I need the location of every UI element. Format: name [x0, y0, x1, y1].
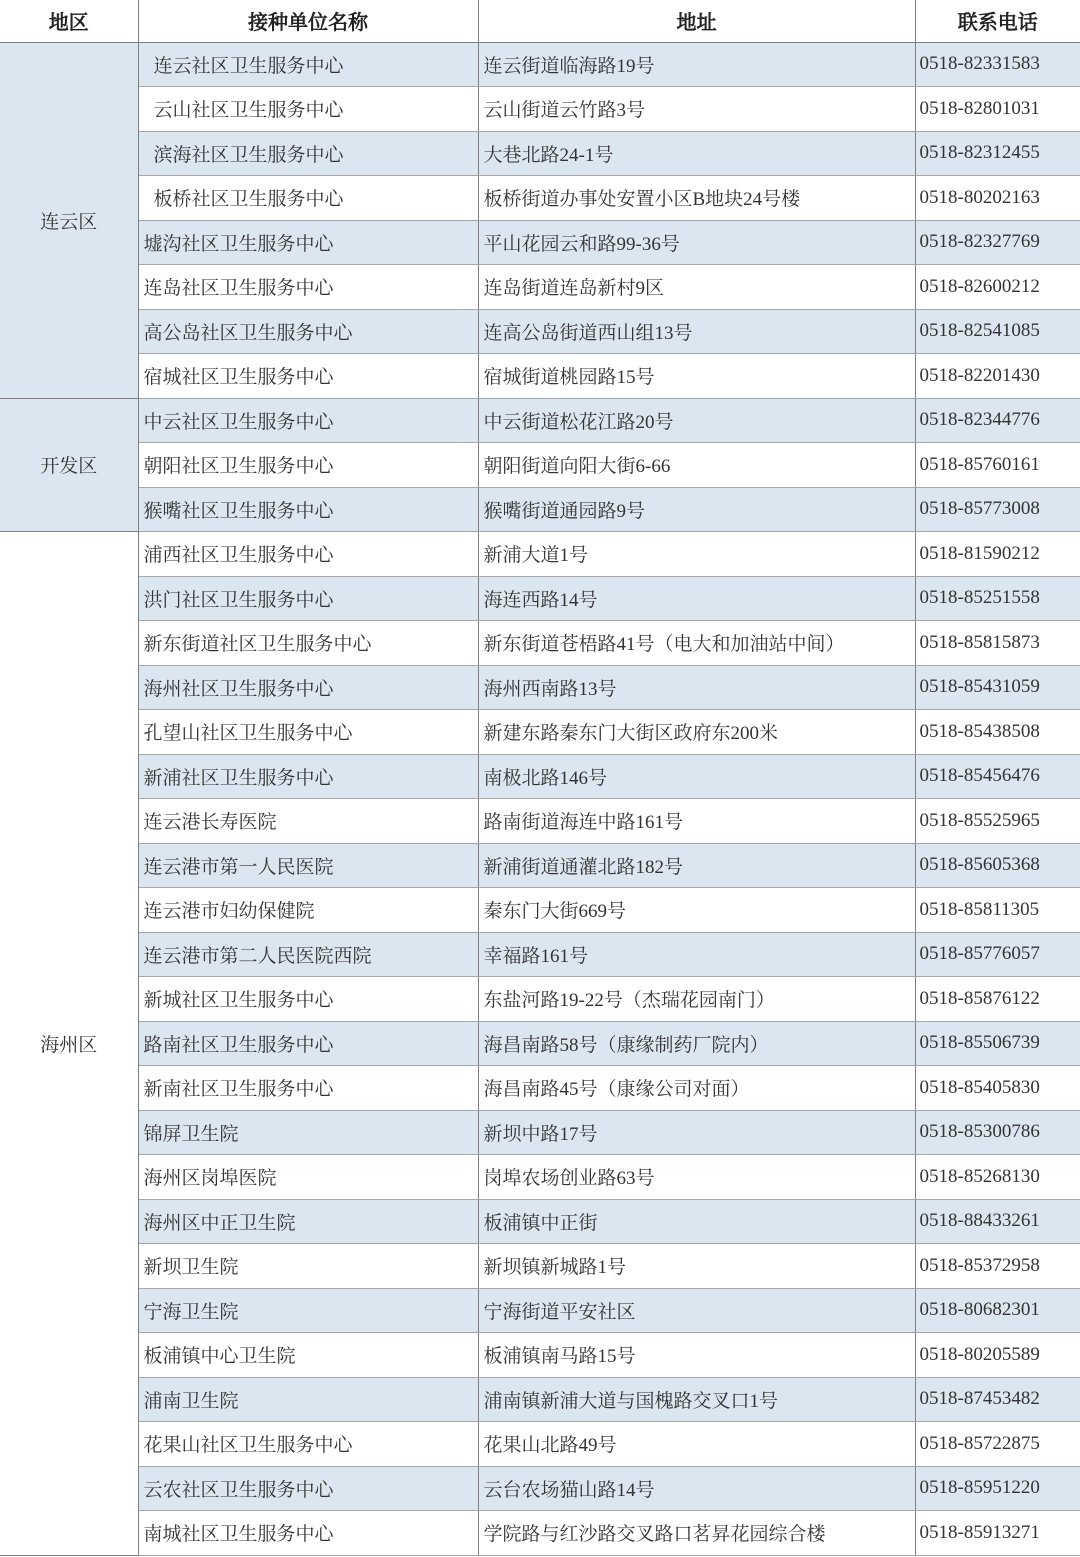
header-address: 地址: [478, 0, 915, 42]
header-phone: 联系电话: [915, 0, 1080, 42]
unit-name-cell: 孔望山社区卫生服务中心: [138, 710, 478, 755]
address-cell: 海州西南路13号: [478, 665, 915, 710]
table-row: [0, 1021, 1080, 1066]
address-cell: 岗埠农场创业路63号: [478, 1155, 915, 1200]
address-cell: 浦南镇新浦大道与国槐路交叉口1号: [478, 1377, 915, 1422]
unit-name-cell: 海州社区卫生服务中心: [138, 665, 478, 710]
phone-cell: 0518-85372958: [915, 1244, 1080, 1289]
phone-cell: 0518-85605368: [915, 843, 1080, 888]
address-cell: 新建东路秦东门大街区政府东200米: [478, 710, 915, 755]
unit-name-cell: 连云港市第一人民医院: [138, 843, 478, 888]
address-cell: 幸福路161号: [478, 932, 915, 977]
phone-cell: 0518-80202163: [915, 176, 1080, 221]
phone-cell: 0518-80205589: [915, 1333, 1080, 1378]
table-row: [0, 932, 1080, 977]
table-row: [0, 1466, 1080, 1511]
table-row: [0, 576, 1080, 621]
unit-name-cell: 中云社区卫生服务中心: [138, 398, 478, 443]
table-row: [0, 220, 1080, 265]
phone-cell: 0518-85913271: [915, 1511, 1080, 1556]
phone-cell: 0518-85815873: [915, 621, 1080, 666]
phone-cell: 0518-82327769: [915, 220, 1080, 265]
address-cell: 新坝镇新城路1号: [478, 1244, 915, 1289]
address-cell: 新东街道苍梧路41号（电大和加油站中间）: [478, 621, 915, 666]
address-cell: 中云街道松花江路20号: [478, 398, 915, 443]
unit-name-cell: 滨海社区卫生服务中心: [138, 131, 478, 176]
table-row: [0, 977, 1080, 1022]
address-cell: 朝阳街道向阳大街6-66: [478, 443, 915, 488]
phone-cell: 0518-82541085: [915, 309, 1080, 354]
unit-name-cell: 板桥社区卫生服务中心: [138, 176, 478, 221]
table-row: [0, 309, 1080, 354]
unit-name-cell: 连岛社区卫生服务中心: [138, 265, 478, 310]
region-cell: 海州区: [0, 532, 138, 1556]
unit-name-cell: 洪门社区卫生服务中心: [138, 576, 478, 621]
phone-cell: 0518-85876122: [915, 977, 1080, 1022]
table-row: [0, 1422, 1080, 1467]
phone-cell: 0518-87453482: [915, 1377, 1080, 1422]
table-row: [0, 1199, 1080, 1244]
address-cell: 新浦街道通灌北路182号: [478, 843, 915, 888]
unit-name-cell: 浦南卫生院: [138, 1377, 478, 1422]
unit-name-cell: 新城社区卫生服务中心: [138, 977, 478, 1022]
table-row: [0, 42, 1080, 87]
unit-name-cell: 墟沟社区卫生服务中心: [138, 220, 478, 265]
address-cell: 板浦镇中正街: [478, 1199, 915, 1244]
table-row: [0, 398, 1080, 443]
address-cell: 新浦大道1号: [478, 532, 915, 577]
unit-name-cell: 连云港市第二人民医院西院: [138, 932, 478, 977]
unit-name-cell: 锦屏卫生院: [138, 1110, 478, 1155]
unit-name-cell: 朝阳社区卫生服务中心: [138, 443, 478, 488]
unit-name-cell: 新东街道社区卫生服务中心: [138, 621, 478, 666]
table-row: [0, 131, 1080, 176]
address-cell: 秦东门大街669号: [478, 888, 915, 933]
table-row: [0, 87, 1080, 132]
table-row: [0, 1333, 1080, 1378]
phone-cell: 0518-82801031: [915, 87, 1080, 132]
phone-cell: 0518-85251558: [915, 576, 1080, 621]
unit-name-cell: 路南社区卫生服务中心: [138, 1021, 478, 1066]
address-cell: 海昌南路45号（康缘公司对面）: [478, 1066, 915, 1111]
phone-cell: 0518-85506739: [915, 1021, 1080, 1066]
phone-cell: 0518-82600212: [915, 265, 1080, 310]
address-cell: 东盐河路19-22号（杰瑞花园南门）: [478, 977, 915, 1022]
phone-cell: 0518-85760161: [915, 443, 1080, 488]
phone-cell: 0518-82344776: [915, 398, 1080, 443]
header-region: 地区: [0, 0, 138, 42]
table-row: [0, 1511, 1080, 1556]
table-row: [0, 532, 1080, 577]
table-row: [0, 265, 1080, 310]
header-row: [0, 0, 1080, 42]
phone-cell: 0518-85456476: [915, 754, 1080, 799]
unit-name-cell: 猴嘴社区卫生服务中心: [138, 487, 478, 532]
address-cell: 宁海街道平安社区: [478, 1288, 915, 1333]
table-row: [0, 487, 1080, 532]
unit-name-cell: 新浦社区卫生服务中心: [138, 754, 478, 799]
unit-name-cell: 云农社区卫生服务中心: [138, 1466, 478, 1511]
table-row: [0, 1377, 1080, 1422]
table-row: [0, 799, 1080, 844]
address-cell: 连岛街道连岛新村9区: [478, 265, 915, 310]
phone-cell: 0518-85405830: [915, 1066, 1080, 1111]
address-cell: 宿城街道桃园路15号: [478, 354, 915, 399]
phone-cell: 0518-82312455: [915, 131, 1080, 176]
phone-cell: 0518-85431059: [915, 665, 1080, 710]
phone-cell: 0518-85951220: [915, 1466, 1080, 1511]
address-cell: 连高公岛街道西山组13号: [478, 309, 915, 354]
table-row: [0, 354, 1080, 399]
unit-name-cell: 新坝卫生院: [138, 1244, 478, 1289]
address-cell: 云台农场猫山路14号: [478, 1466, 915, 1511]
table-row: [0, 888, 1080, 933]
unit-name-cell: 宁海卫生院: [138, 1288, 478, 1333]
address-cell: 板浦镇南马路15号: [478, 1333, 915, 1378]
table-row: [0, 754, 1080, 799]
table-row: [0, 1066, 1080, 1111]
phone-cell: 0518-85438508: [915, 710, 1080, 755]
table-body: [0, 42, 1080, 1555]
phone-cell: 0518-85773008: [915, 487, 1080, 532]
address-cell: 大巷北路24-1号: [478, 131, 915, 176]
phone-cell: 0518-85300786: [915, 1110, 1080, 1155]
address-cell: 学院路与红沙路交叉路口茗昇花园综合楼: [478, 1511, 915, 1556]
phone-cell: 0518-85268130: [915, 1155, 1080, 1200]
unit-name-cell: 海州区岗埠医院: [138, 1155, 478, 1200]
address-cell: 连云街道临海路19号: [478, 42, 915, 87]
unit-name-cell: 高公岛社区卫生服务中心: [138, 309, 478, 354]
address-cell: 平山花园云和路99-36号: [478, 220, 915, 265]
phone-cell: 0518-80682301: [915, 1288, 1080, 1333]
unit-name-cell: 花果山社区卫生服务中心: [138, 1422, 478, 1467]
unit-name-cell: 南城社区卫生服务中心: [138, 1511, 478, 1556]
phone-cell: 0518-82201430: [915, 354, 1080, 399]
address-cell: 海连西路14号: [478, 576, 915, 621]
phone-cell: 0518-85811305: [915, 888, 1080, 933]
unit-name-cell: 云山社区卫生服务中心: [138, 87, 478, 132]
phone-cell: 0518-85776057: [915, 932, 1080, 977]
phone-cell: 0518-85525965: [915, 799, 1080, 844]
phone-cell: 0518-88433261: [915, 1199, 1080, 1244]
unit-name-cell: 新南社区卫生服务中心: [138, 1066, 478, 1111]
address-cell: 海昌南路58号（康缘制药厂院内）: [478, 1021, 915, 1066]
unit-name-cell: 连云港长寿医院: [138, 799, 478, 844]
address-cell: 南极北路146号: [478, 754, 915, 799]
table-row: [0, 843, 1080, 888]
address-cell: 路南街道海连中路161号: [478, 799, 915, 844]
region-cell: 开发区: [0, 398, 138, 532]
unit-name-cell: 海州区中正卫生院: [138, 1199, 478, 1244]
region-cell: 连云区: [0, 42, 138, 398]
phone-cell: 0518-81590212: [915, 532, 1080, 577]
table-row: [0, 443, 1080, 488]
unit-name-cell: 浦西社区卫生服务中心: [138, 532, 478, 577]
table-row: [0, 1110, 1080, 1155]
phone-cell: 0518-82331583: [915, 42, 1080, 87]
unit-name-cell: 宿城社区卫生服务中心: [138, 354, 478, 399]
table-row: [0, 710, 1080, 755]
table-row: [0, 1155, 1080, 1200]
address-cell: 花果山北路49号: [478, 1422, 915, 1467]
address-cell: 猴嘴街道通园路9号: [478, 487, 915, 532]
table-row: [0, 176, 1080, 221]
unit-name-cell: 板浦镇中心卫生院: [138, 1333, 478, 1378]
table-row: [0, 665, 1080, 710]
address-cell: 板桥街道办事处安置小区B地块24号楼: [478, 176, 915, 221]
table-row: [0, 1244, 1080, 1289]
unit-name-cell: 连云社区卫生服务中心: [138, 42, 478, 87]
phone-cell: 0518-85722875: [915, 1422, 1080, 1467]
header-unit-name: 接种单位名称: [138, 0, 478, 42]
table-row: [0, 621, 1080, 666]
table-row: [0, 1288, 1080, 1333]
address-cell: 云山街道云竹路3号: [478, 87, 915, 132]
address-cell: 新坝中路17号: [478, 1110, 915, 1155]
unit-name-cell: 连云港市妇幼保健院: [138, 888, 478, 933]
